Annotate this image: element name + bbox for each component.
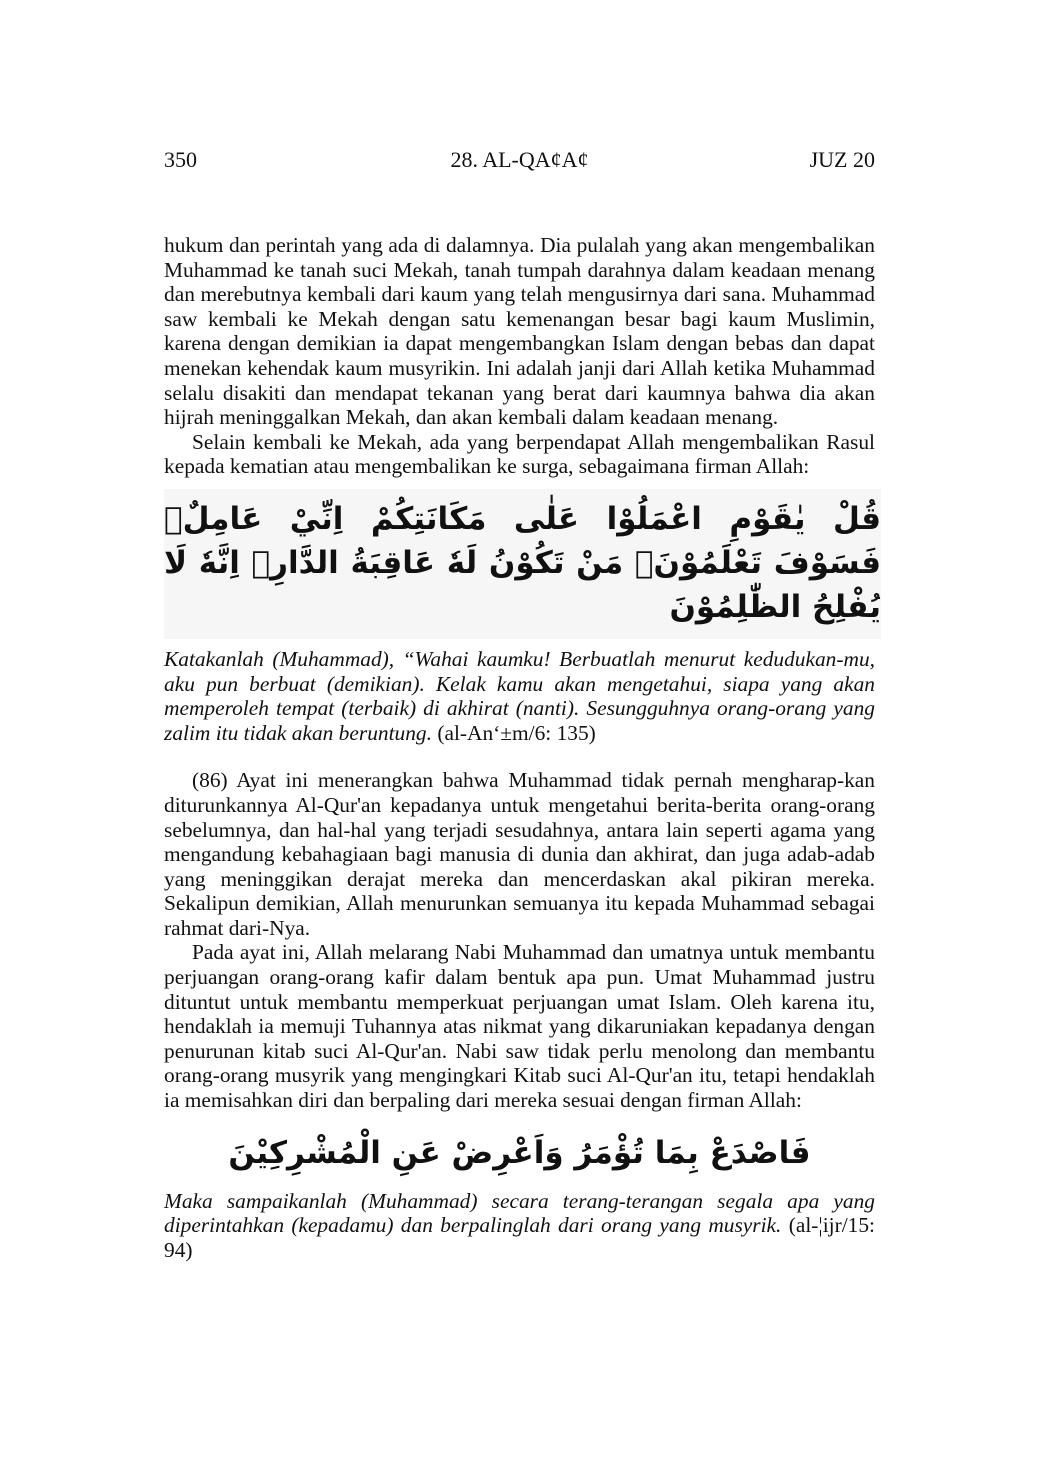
paragraph-continuation: hukum dan perintah yang ada di dalamnya. Dia pulalah yang akan mengembalikan Muhammad ke tanah suci Mekah, tanah tumpah darahnya dalam keadaan menang dan merebutnya kembali dari kaum yang telah mengusirnya dari sana. Muhammad saw kembali ke Mekah dengan satu kemenangan besar bagi kaum Muslimin, karena dengan demikian ia dapat mengembangkan Islam dengan bebas dan dapat menekan kehendak kaum musyrikin. Ini adalah janji dari Allah ketika Muhammad selalu disakiti dan mendapat tekanan yang berat dari kaumnya bahwa dia akan hijrah meninggalkan Mekah, dan akan kembali dalam keadaan menang. xyxy=(164,233,875,430)
chapter-title: 28. AL-QA¢A¢ xyxy=(450,147,589,172)
quran-verse-arabic-anam-135: قُلْ يٰقَوْمِ اعْمَلُوْا عَلٰى مَكَانَتِكُمْ اِنِّيْ عَامِلٌۚ فَسَوْفَ تَعْلَمُوْنَۙ مَنْ تَكُوْنُ لَهٗ عَاقِبَةُ الدَّارِۗ اِنَّهٗ لَا يُفْلِحُ الظّٰلِمُوْنَ xyxy=(164,489,881,639)
page-body xyxy=(164,233,881,1262)
quran-verse-arabic-hijr-94: فَاصْدَعْ بِمَا تُؤْمَرُ وَاَعْرِضْ عَنِ الْمُشْرِكِيْنَ xyxy=(228,1134,811,1171)
paragraph-prohibition: Pada ayat ini, Allah melarang Nabi Muhammad dan umatnya untuk membantu perjuangan orang-orang kafir dalam bentuk apa pun. Umat Muhammad justru dituntut untuk membantu memperkuat perjuangan umat Islam. Oleh karena itu, hendaklah ia memuji Tuhannya atas nikmat yang dikaruniakan kepadanya dengan penurunan kitab suci Al-Qur'an. Nabi saw tidak perlu menolong dan membantu orang-orang musyrik yang mengingkari Kitab suci Al-Qur'an itu, tetapi hendaklah ia memisahkan diri dan berpaling dari mereka sesuai dengan firman Allah: xyxy=(164,940,875,1113)
verse-translation-hijr-94 xyxy=(164,1189,875,1263)
verse-reference: (al-An‘±m/6: 135) xyxy=(437,720,596,745)
verse-translation-anam-135 xyxy=(164,647,875,745)
paragraph-return-interpretation: Selain kembali ke Mekah, ada yang berpendapat Allah mengembalikan Rasul kepada kematian atau mengembalikan ke surga, sebagaimana firman Allah: xyxy=(164,429,875,479)
page-number: 350 xyxy=(164,147,197,172)
translation-text: Maka sampaikanlah (Muhammad) secara terang-terangan segala apa yang diperintahkan (kepadamu) dan berpalinglah dari orang yang musyrik. xyxy=(164,1188,875,1238)
running-header xyxy=(164,146,875,174)
juz-label: JUZ 20 xyxy=(809,147,875,172)
verse-reference: (al-¦ijr/15: 94) xyxy=(164,1213,875,1262)
translation-text: Katakanlah (Muhammad), “Wahai kaumku! Berbuatlah menurut kedudukan-mu, aku pun berbuat (demikian). Kelak kamu akan mengetahui, siapa yang akan memperoleh tempat (terbaik) di akhirat (nanti). Sesungguhnya orang-orang yang zalim itu tidak akan beruntung. xyxy=(164,646,875,745)
section-gap xyxy=(164,745,875,768)
paragraph-verse-86-explanation: (86) Ayat ini menerangkan bahwa Muhammad tidak pernah mengharap-kan diturunkannya Al-Qur'an kepadanya untuk mengetahui berita-berita orang-orang sebelumnya, dan hal-hal yang terjadi sesudahnya, antara lain seperti agama yang mengandung kebahagiaan bagi manusia di dunia dan akhirat, dan juga adab-adab yang meninggikan derajat mereka dan mencerdaskan akal pikiran mereka. Sekalipun demikian, Allah menurunkan semuanya itu kepada Muhammad sebagai rahmat dari-Nya. xyxy=(164,768,875,940)
